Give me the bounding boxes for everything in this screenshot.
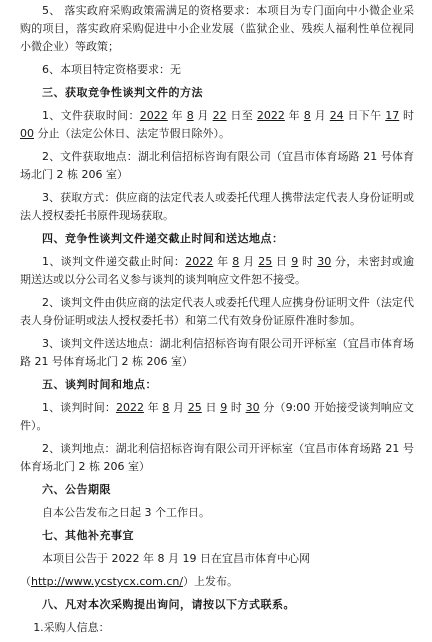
website-link[interactable]: http://www.ycstycx.com.cn/ <box>31 575 184 588</box>
paragraph-announcement-period: 自本公告发布之日起 3 个工作日。 <box>42 506 210 519</box>
paragraph-announcement-publish: 本项目公告于 2022 年 8 月 19 日在宜昌市体育中心网 <box>42 552 310 565</box>
paragraph-file-method: 3、获取方式：供应商的法定代表人或委托代理人携带法定代表人身份证明或法人授权委托书原件现场获取。 <box>20 191 414 222</box>
section-heading-3: 三、获取竞争性谈判文件的方法 <box>42 86 203 99</box>
paragraph-specific-requirement: 6、本项目特定资格要求：无 <box>42 63 181 76</box>
paragraph-purchaser-info: 1.采购人信息： <box>33 621 110 634</box>
section-heading-7: 七、其他补充事宜 <box>42 529 134 542</box>
section-heading-4: 四、竞争性谈判文件递交截止时间和送达地点： <box>42 232 284 245</box>
paragraph-announcement-url: （http://www.ycstycx.com.cn/）上发布。 <box>20 575 239 588</box>
paragraph-submission-deadline: 1、谈判文件递交截止时间：2022 年 8 月 25 日 9 时 30 分，未密封或逾期送达或以分公司名义参与谈判的谈判响应文件恕不接受。 <box>20 255 414 286</box>
section-heading-8: 八、凡对本次采购提出询问，请按以下方式联系。 <box>42 598 295 611</box>
section-heading-5: 五、谈判时间和地点： <box>42 378 157 391</box>
paragraph-file-location: 2、文件获取地点：湖北利信招标咨询有限公司（宜昌市体育场路 21 号体育场北门 2 栋 206 室） <box>20 150 414 181</box>
paragraph-negotiation-location: 2、谈判地点：湖北利信招标咨询有限公司开评标室（宜昌市体育场路 21 号体育场北门 2 栋 206 室） <box>20 442 414 473</box>
section-heading-6: 六、公告期限 <box>42 483 111 496</box>
paragraph-negotiation-time: 1、谈判时间：2022 年 8 月 25 日 9 时 30 分（9:00 开始接受谈判响应文件）。 <box>20 401 415 432</box>
paragraph-attendance: 2、谈判文件由供应商的法定代表人或委托代理人应携身份证明文件（法定代表人身份证明或法人授权委托书）和第二代有效身份证原件准时参加。 <box>20 296 414 327</box>
paragraph-file-time: 1、文件获取时间：2022 年 8 月 22 日至 2022 年 8 月 24 日下午 17 时 00 分止（法定公休日、法定节假日除外）。 <box>20 109 415 140</box>
paragraph-delivery-location: 3、谈判文件送达地点：湖北利信招标咨询有限公司开评标室（宜昌市体育场路 21 号体育场北门 2 栋 206 室） <box>20 337 414 368</box>
paragraph-policy-requirement: 5、 落实政府采购政策需满足的资格要求：本项目为专门面向中小微企业采购的项目，落实政府采购促进中小企业发展（监狱企业、残疾人福利性单位视同小微企业）等政策； <box>20 4 414 53</box>
